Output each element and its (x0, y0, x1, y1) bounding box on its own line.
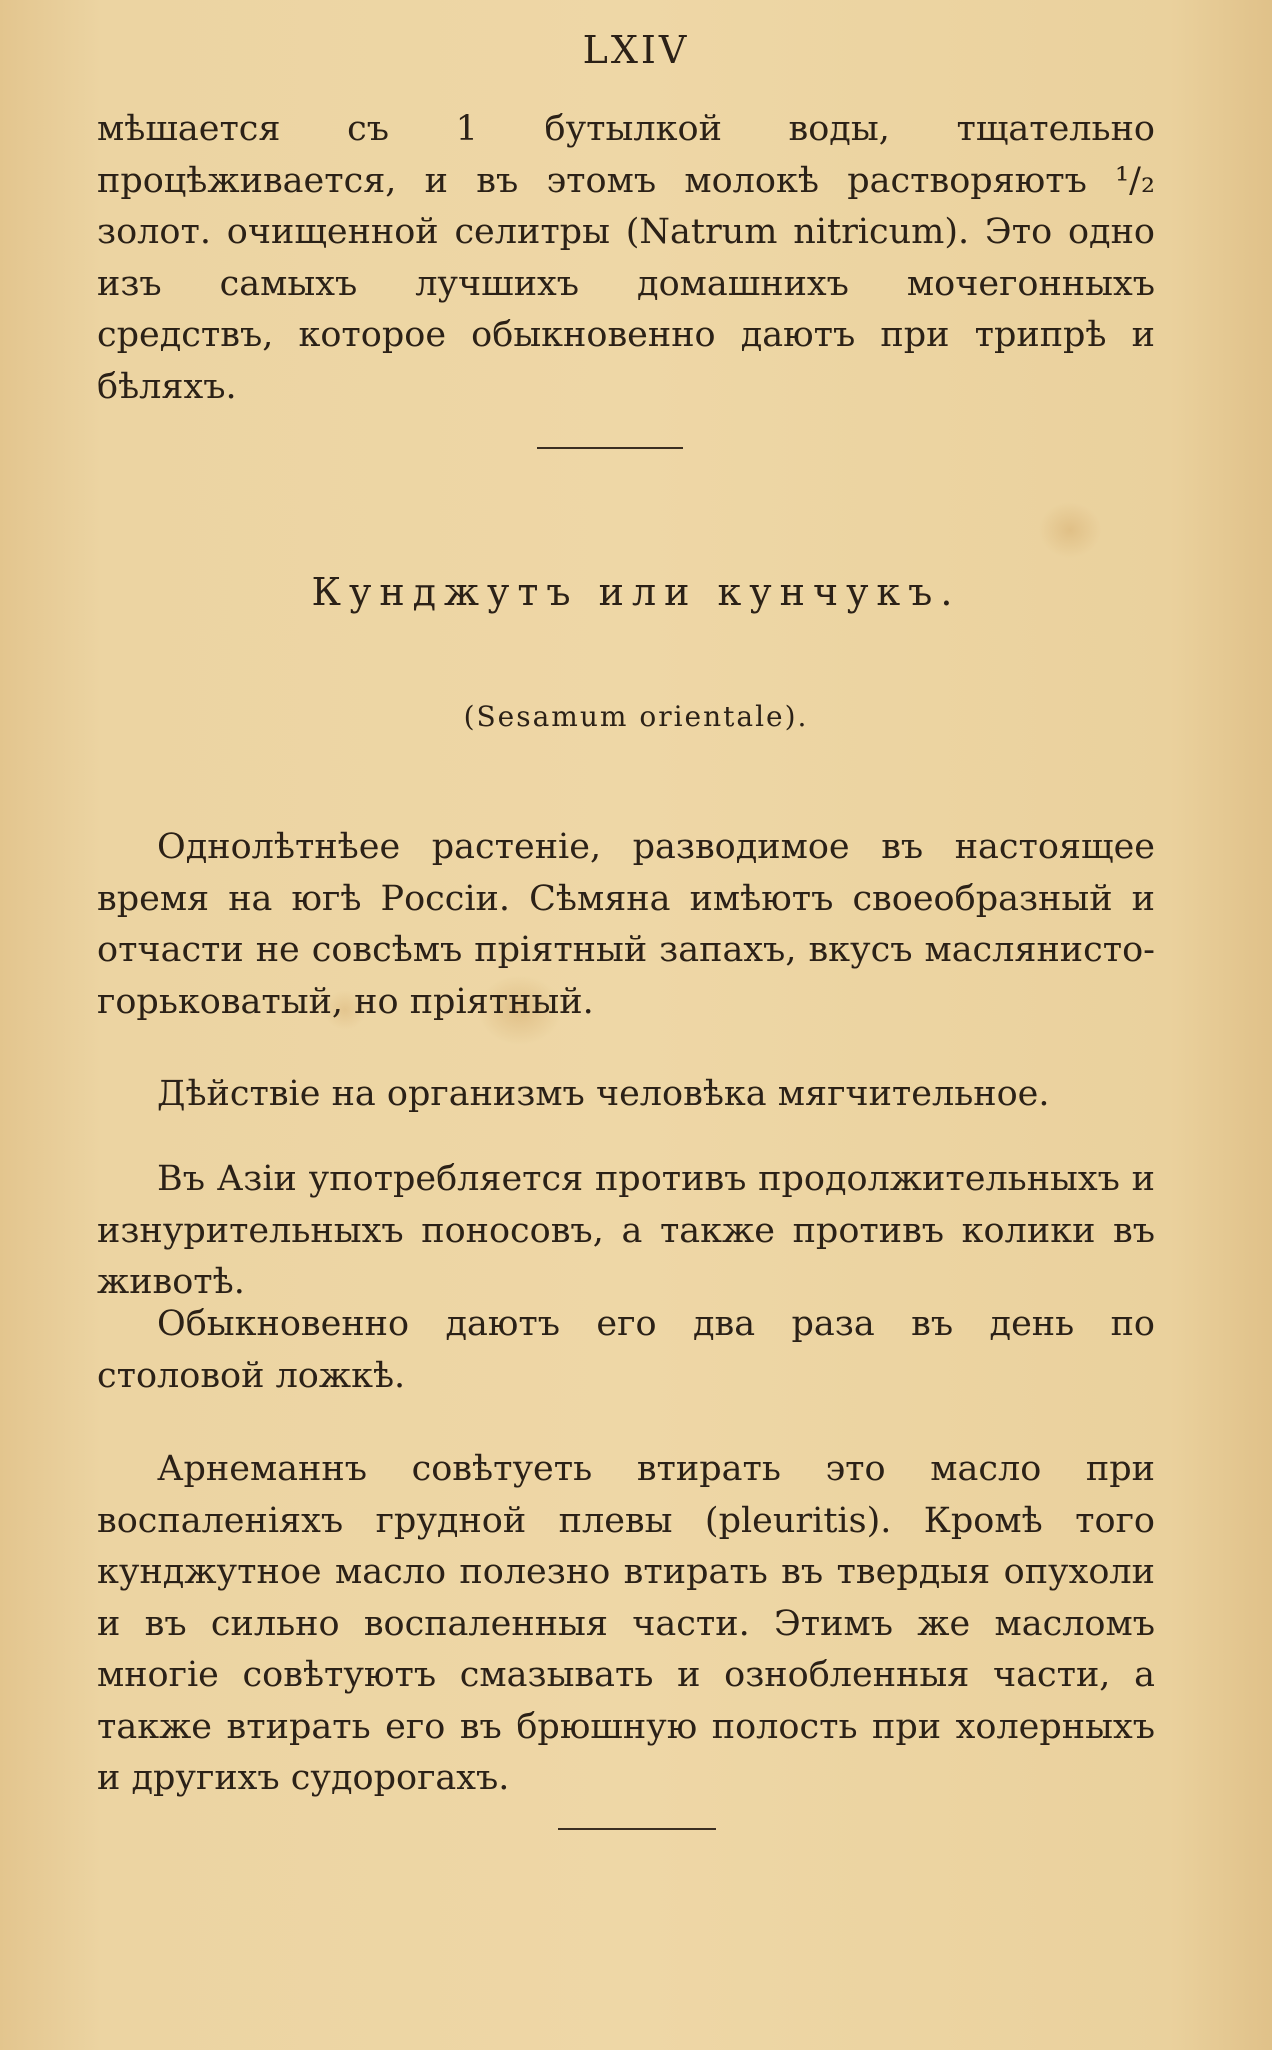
continued-paragraph: мѣшается съ 1 бутылкой воды, тщательно процѣживается, и въ этомъ молокѣ растворяютъ ¹/₂ золот. очищенной селитры (Natrum nitricum). Это одно изъ самыхъ лучшихъ домашнихъ мочегонныхъ средствъ, которое обыкновенно даютъ при трипрѣ и бѣляхъ. (97, 109, 1155, 407)
article-paragraph: Въ Азіи употребляется противъ продолжительныхъ и изнурительныхъ поносовъ, а также противъ колики въ животѣ. (97, 1159, 1155, 1302)
latin-name: (Sesamum orientale). (463, 700, 809, 733)
end-divider (558, 1828, 716, 1830)
article-title: Кунджутъ или кунчукъ. (311, 570, 961, 614)
article-paragraph: Однолѣтнѣее растеніе, разводимое въ настоящее время на югѣ Россіи. Сѣмяна имѣютъ своеобразный и отчасти не совсѣмъ пріятный запахъ, вкусъ маслянисто-горьковатый, но пріятный. (97, 827, 1155, 1022)
page-number: LXIV (582, 28, 690, 72)
article-paragraph: Обыкновенно даютъ его два раза въ день по столовой ложкѣ. (97, 1304, 1155, 1396)
article-paragraph: Дѣйствіе на организмъ человѣка мягчительное. (157, 1074, 1050, 1114)
section-divider (537, 447, 683, 449)
article-paragraph: Арнеманнъ совѣтуеть втирать это масло при воспаленіяхъ грудной плевы (pleuritis). Кромѣ того кунджутное масло полезно втирать въ твердыя опухоли и въ сильно воспаленныя части. Этимъ же масломъ многіе совѣтуютъ смазывать и ознобленныя части, а также втирать его въ брюшную полость при холерныхъ и другихъ судорогахъ. (97, 1449, 1155, 1798)
